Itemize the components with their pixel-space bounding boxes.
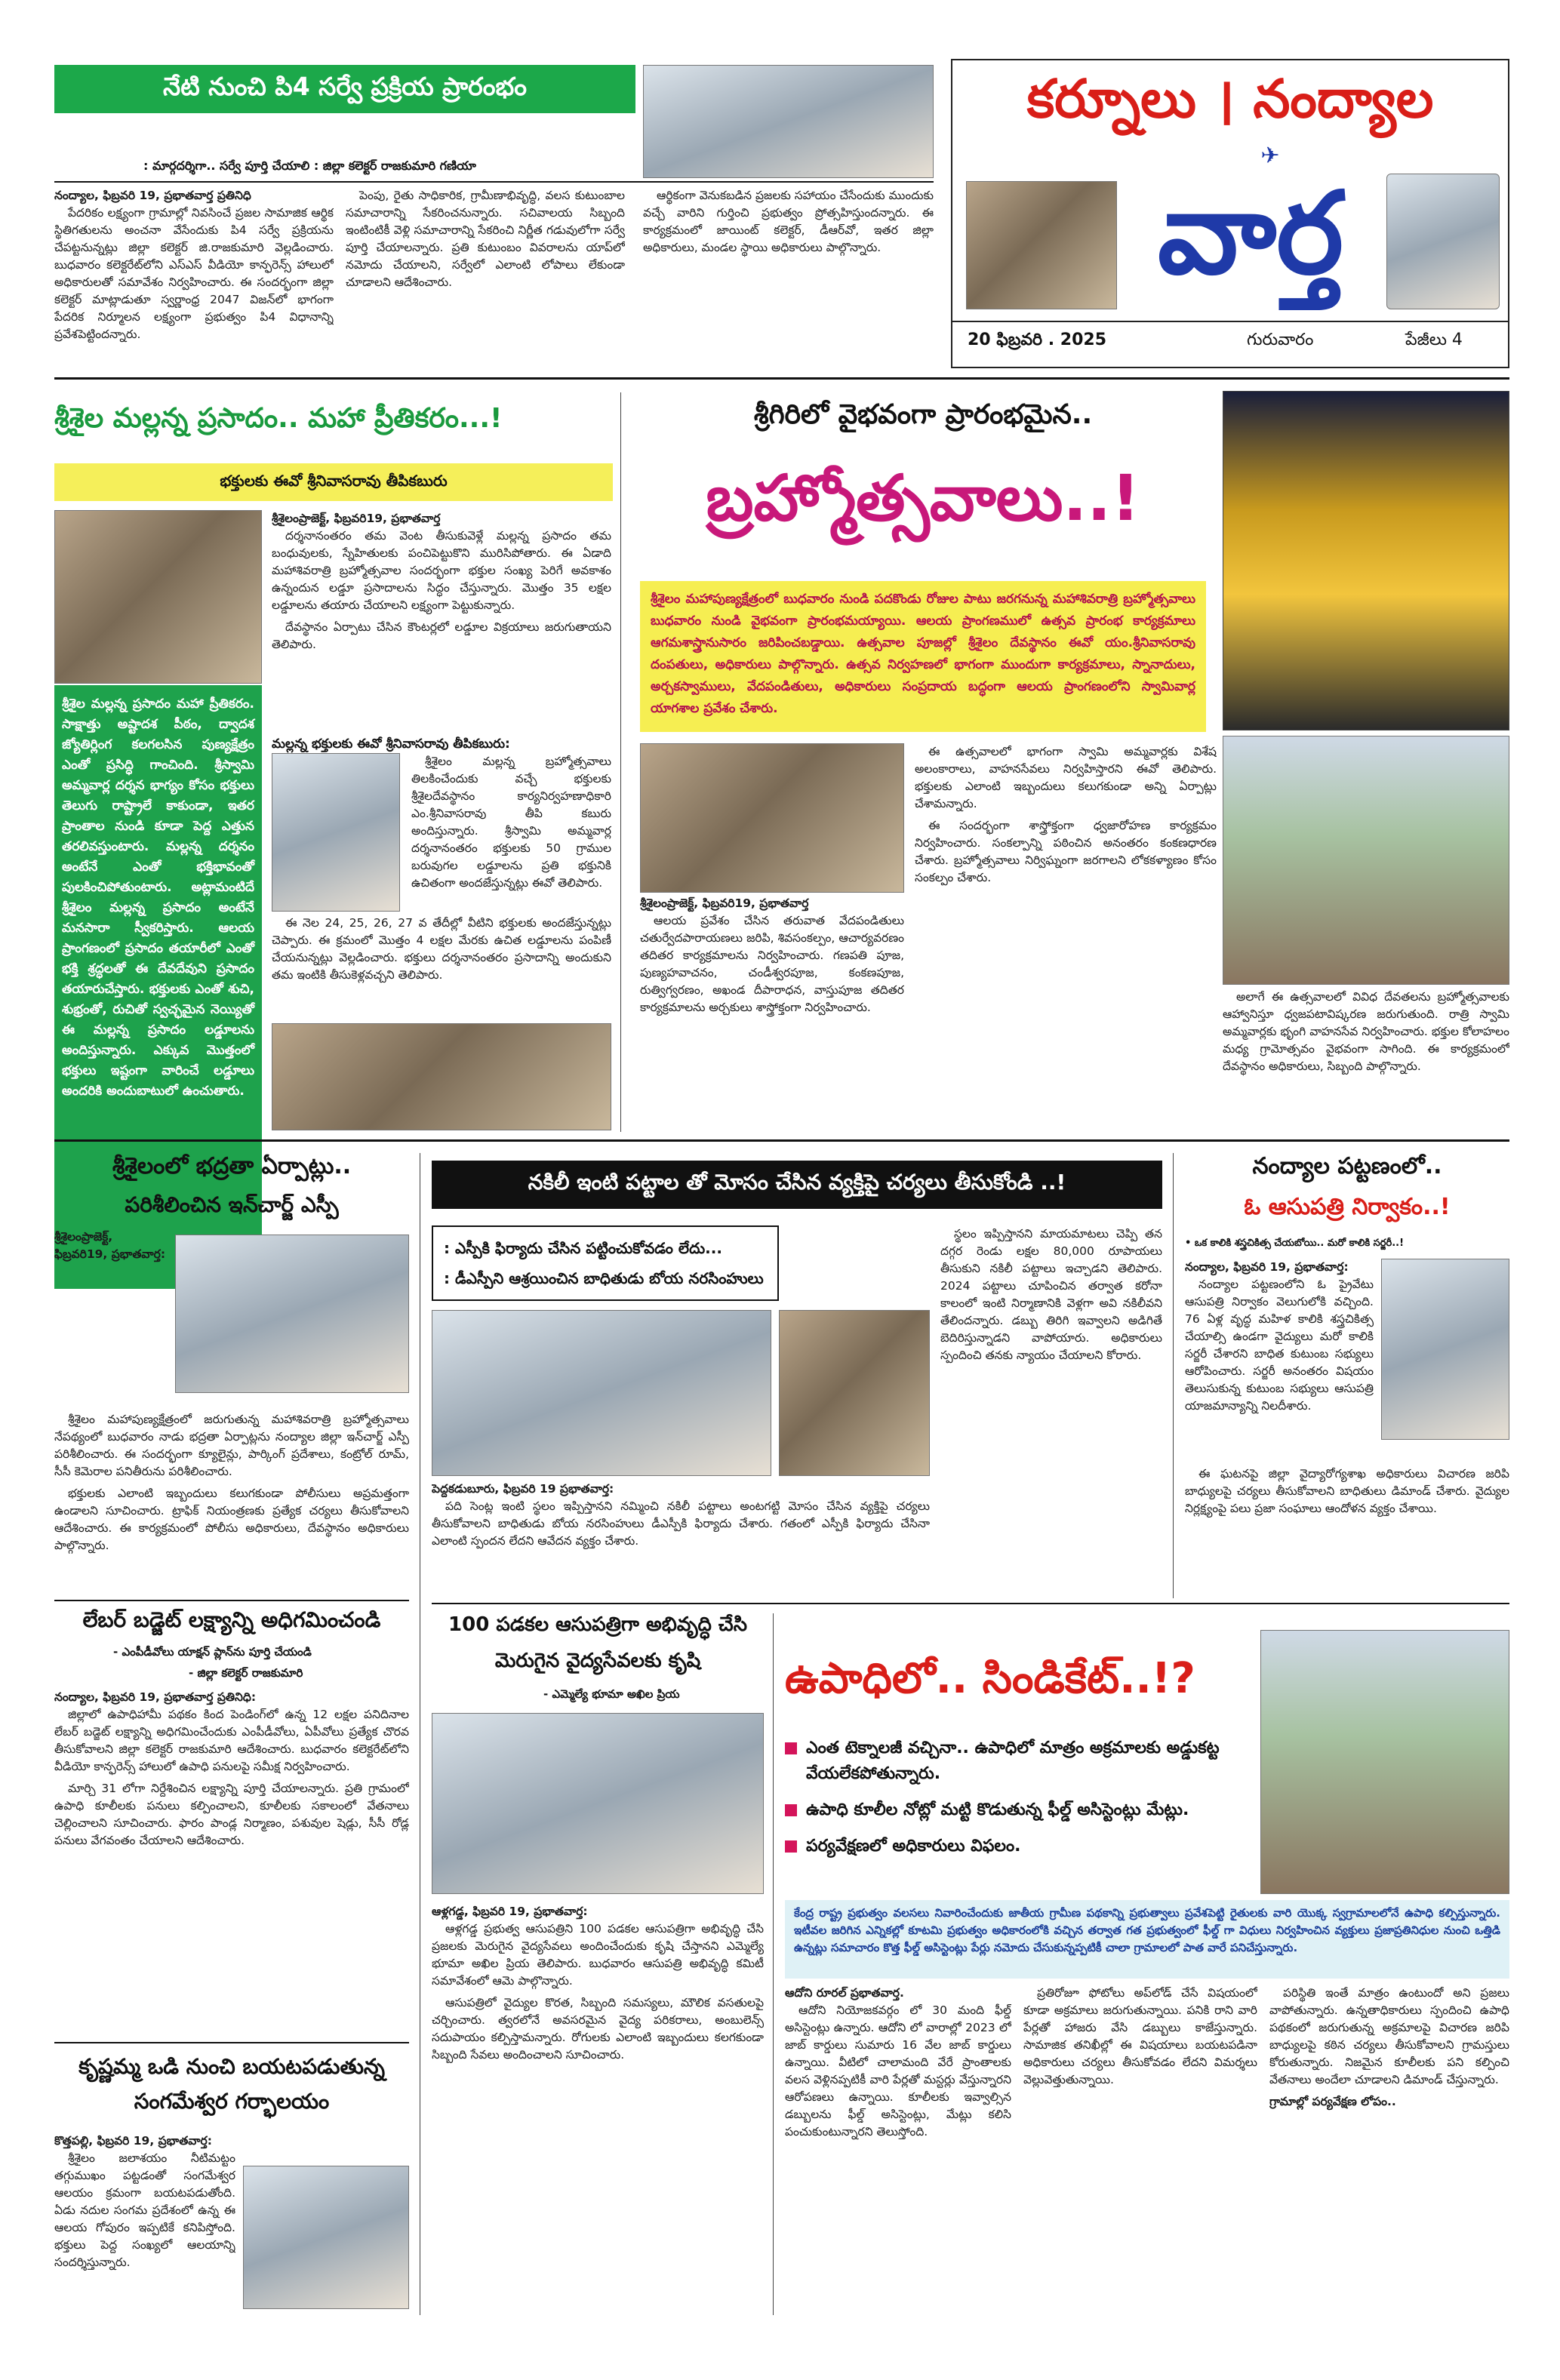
upadhi-col-3 xyxy=(1269,1985,1509,2315)
prasadam-paragraph: దర్శనానంతరం తమ వెంట తీసుకువెళ్లే మల్లన్న ప్రసాదం తమ బంధువులకు, స్నేహితులకు పంచిపెట్టుకొని మురిసిపోతారు. ఈ ఏడాది మహాశివరాత్రి బ్రహ్మోత్సవాల సందర్భంగా భక్తుల సంఖ్య పెరిగే అవకాశం ఉన్నందున లడ్డూ ప్రసాదాలను సిద్ధం చేస్తున్నారు. మొత్తం 35 లక్షల లడ్డూలను తయారు చేయాలని లక్ష్యంగా పెట్టుకున్నారు. xyxy=(272,529,611,612)
brahmotsavam-paragraph: అలాగే ఈ ఉత్సవాలలో వివిధ దేవతలను బ్రహ్మోత్సవాలకు ఆహ్వానిస్తూ ధ్వజపటావిష్కరణ జరుగుతుంది. రాత్రి స్వామి అమ్మవార్లకు భృంగి వాహనసేవ నిర్వహించారు. భక్తుల కోలాహలం మధ్య గ్రామోత్సవం వైభవంగా సాగింది. ఈ కార్యక్రమంలో దేవస్థానం అధికారులు, సిబ్బంది పాల్గొన్నారు. xyxy=(1223,990,1509,1073)
brahmotsavam-col-2 xyxy=(915,743,1217,1130)
masthead-page: పేజీలు 4 xyxy=(1405,331,1463,349)
nakili-point: : డీఎస్పీని ఆశ్రయించిన బాధితుడు బోయ నరసింహులు xyxy=(444,1269,764,1287)
nakili-headline: నకిలీ ఇంటి పట్టాల తో మోసం చేసిన వ్యక్తిపై చర్యలు తీసుకోండి ..! xyxy=(528,1170,1066,1195)
bhadrata-subhead: పరిశీలించిన ఇన్‌చార్జ్ ఎస్పీ xyxy=(125,1192,339,1217)
upadhi-byline: ఆదోని రూరల్ ప్రభాతవార్త. xyxy=(785,1986,904,2000)
beds-subhead: - ఎమ్మెల్యే భూమా అఖిల ప్రియ xyxy=(543,1687,680,1701)
brahmotsavam-kicker: శ్రీగిరిలో వైభవంగా ప్రారంభమైన.. xyxy=(753,399,1093,430)
workers-illustration xyxy=(1260,1630,1509,1894)
beds-meeting-photo xyxy=(432,1713,764,1894)
nakili-points-box xyxy=(432,1225,779,1301)
prasadam-sidebar-text: శ్రీశైల మల్లన్న ప్రసాదం మహా ప్రీతికరం. సాక్షాత్తు అష్టాదశ పీఠం, ద్వాదశ జ్యోతిర్లింగ కలగలసిన పుణ్యక్షేత్రం ఎంతో ప్రసిద్ధి గాంచింది. శ్రీస్వామి అమ్మవార్ల దర్శన భాగ్యం కోసం భక్తులు తెలుగు రాష్ట్రాలే కాకుండా, ఇతర ప్రాంతాల నుండి కూడా పెద్ద ఎత్తున తరలివస్తుంటారు. మల్లన్న దర్శనం అంటేనే ఎంతో భక్తిభావంతో పులకించిపోతుంటారు. అట్లామంటిదే శ్రీశైలం మల్లన్న ప్రసాదం అంటేనే మనసారా స్వీకరిస్తారు. ఆలయ ప్రాంగణంలో ప్రసాదం తయారీలో ఎంతో భక్తి శ్రద్ధలతో ఈ దేవదేవుని ప్రసాదం తయారుచేస్తారు. భక్తులకు ఎంతో శుచి, శుభ్రంతో, రుచితో స్వచ్ఛమైన నెయ్యితో ఈ మల్లన్న ప్రసాదం లడ్డూలను అందిస్తున్నారు. ఎక్కువ మొత్తంలో భక్తులు ఇష్టంగా వారించే లడ్డూలు అందరికి అందుబాటులో ఉంచుతారు. xyxy=(62,696,254,1099)
beds-divider xyxy=(773,1613,774,2315)
p4-subhead-rule xyxy=(54,181,934,183)
masthead-rule xyxy=(952,321,1508,322)
puja-photo xyxy=(640,743,904,893)
prasadam-col-quote xyxy=(411,753,611,912)
victim-photo xyxy=(779,1310,930,1476)
police-office-photo xyxy=(432,1310,771,1476)
masthead xyxy=(951,59,1509,368)
p4-col-3 xyxy=(643,187,934,364)
p4-headline: నేటి నుంచి పి4 సర్వే ప్రక్రియ ప్రారంభం xyxy=(163,71,527,101)
brahmotsavam-highlight-box xyxy=(640,581,1206,732)
prasadam-quote-head: మల్లన్న భక్తులకు ఈవో శ్రీనివాసరావు తీపికబురు: xyxy=(272,736,510,752)
p4-paragraph: ఆర్థికంగా వెనుకబడిన ప్రజలకు సహాయం చేసేందుకు ముందుకు వచ్చే వారిని గుర్తించి ప్రభుత్వం ప్రోత్సహిస్తుందన్నారు. ఈ కార్యక్రమంలో జాయింట్ కలెక్టర్, డీఆర్‌వో, ఇతర జిల్లా అధికారులు, మండల స్థాయి అధికారులు పాల్గొన్నారు. xyxy=(643,189,934,254)
labour-byline: నంద్యాల, ఫిబ్రవరి 19, ప్రభాతవార్త ప్రతినిధి: xyxy=(54,1690,257,1704)
laddu-kitchen-photo xyxy=(272,1023,611,1130)
bullet-icon xyxy=(785,1742,797,1754)
brahmotsavam-headline: బ్రహ్మోత్సవాలు..! xyxy=(706,461,1140,535)
upadhi-point-text: ఎంత టెక్నాలజీ వచ్చినా.. ఉపాధిలో మాత్రం అక్రమాలకు అడ్డుకట్ట వేయలేకపోతున్నారు. xyxy=(806,1739,1220,1783)
nakili-byline: పెద్దకడుబూరు, ఫిబ్రవరి 19 ప్రభాతవార్త: xyxy=(432,1482,614,1496)
beds-paragraph: ఆళ్లగడ్డ ప్రభుత్వ ఆసుపత్రిని 100 పడకల ఆసుపత్రిగా అభివృద్ధి చేసి ప్రజలకు మెరుగైన వైద్యసేవలు అందించేందుకు కృషి చేస్తానని ఎమ్మెల్యే భూమా అఖిల ప్రియ తెలిపారు. బుధవారం ఆసుపత్రి అభివృద్ధి కమిటీ సమావేశంలో ఆమె పాల్గొన్నారు. xyxy=(432,1922,764,1988)
hospital-byline: నంద్యాల, ఫిబ్రవరి 19, ప్రభాతవార్త: xyxy=(1185,1260,1349,1274)
brahmotsavam-col-3 xyxy=(1223,989,1509,1130)
bhadrata-paragraph: శ్రీశైలం మహాపుణ్యక్షేత్రంలో జరుగుతున్న మహాశివరాత్రి బ్రహ్మోత్సవాలు నేపథ్యంలో బుధవారం నాడు భద్రతా ఏర్పాట్లను నంద్యాల జిల్లా ఇన్‌చార్జ్ ఎస్పీ పరిశీలించారు. ఈ సందర్భంగా క్యూలైన్లు, పార్కింగ్ ప్రదేశాలు, కంట్రోల్ రూమ్, సీసీ కెమెరాల పనితీరును పరిశీలించారు. xyxy=(54,1413,409,1478)
p4-paragraph: పెంపు, రైతు సాధికారిక, గ్రామీణాభివృద్ధి, వలస కుటుంబాల సమాచారాన్ని సేకరించనున్నారు. సచివాలయ సిబ్బంది ఇంటింటికీ వెళ్లి సమాచారాన్ని సేకరించి నిర్ణీత గడువులోగా సర్వే పూర్తి చేయాలన్నారు. ప్రతి కుటుంబం వివరాలను యాప్‌లో నమోదు చేయాలని, సర్వేలో ఎలాంటి లోపాలు లేకుండా చూడాలని ఆదేశించారు. xyxy=(346,189,625,289)
bhadrata-col-1 xyxy=(54,1228,168,1410)
upadhi-point xyxy=(785,1736,1253,1787)
hospital-building-photo xyxy=(1381,1259,1509,1440)
upadhi-lead: కేంద్ర రాష్ట్ర ప్రభుత్వం వలసలు నివారించేందుకు జాతీయ గ్రామీణ పథకాన్ని ప్రభుత్వాలు ప్రవేశపెట్టి రైతులకు వారి యొక్క స్వగ్రామాలలోనే ఉపాధి కల్పిస్తున్నారు. ఇటీవల జరిగిన ఎన్నికల్లో కూటమి ప్రభుత్వం అధికారంలోకి వచ్చిన తర్వాత గత ప్రభుత్వంలో ఫీల్డ్ గా విధులు నిర్వహించిన వ్యక్తులు ప్రజాప్రతినిధుల నుంచి ఒత్తిడి ఉన్నట్లు సమాచారం కొత్త ఫీల్డ్ అసిస్టెంట్లు పేర్లు నమోదు చేసుకున్నప్పటికీ చాలా గ్రామాలలో పాత వారే పనిచేస్తున్నారు. xyxy=(794,1906,1500,1954)
prasadam-paragraph: దేవస్థానం ఏర్పాటు చేసిన కౌంటర్లలో లడ్డూల విక్రయాలు జరుగుతాయని తెలిపారు. xyxy=(272,620,611,651)
nakili-point: : ఎస్పీకి ఫిర్యాదు చేసిన పట్టించుకోవడం లేదు... xyxy=(444,1239,722,1257)
nakili-divider xyxy=(1173,1153,1174,1598)
nakili-paragraph: స్థలం ఇప్పిస్తానని మాయమాటలు చెప్పి తన దగ్గర రెండు లక్షల 80,000 రూపాయలు తీసుకుని నకిలీ పట్టాలు ఇచ్చాడని తెలిపారు. 2024 పట్టాలు చూపించిన తర్వాత కరోనా కాలంలో ఇంటి నిర్మాణానికి వెళ్లగా అవి నకిలీవని తేలిందన్నారు. డబ్బు తిరిగి ఇవ్వాలని అడిగితే బెదిరిస్తున్నాడని వాపోయారు. అధికారులు స్పందించి తనకు న్యాయం చేయాలని కోరారు. xyxy=(940,1227,1162,1362)
prasadam-paragraph: ఈ నెల 24, 25, 26, 27 వ తేదీల్లో వీటిని భక్తులకు అందజేస్తున్నట్లు చెప్పారు. ఈ క్రమంలో మొత్తం 4 లక్షల మేరకు ఉచిత లడ్డూలను పంపిణీ చేయనున్నట్లు వెల్లడించారు. భక్తులు దర్శనానంతరం ప్రసాదాన్ని అందుకుని తమ ఇంటికి తీసుకెళ్లవచ్చని తెలిపారు. xyxy=(272,916,611,982)
prasadam-subhead-box xyxy=(54,463,613,501)
bullet-icon xyxy=(785,1804,797,1816)
hospital-paragraph: ఈ ఘటనపై జిల్లా వైద్యారోగ్యశాఖ అధికారులు విచారణ జరిపి బాధ్యులపై చర్యలు తీసుకోవాలని బాధితులు డిమాండ్ చేశారు. వైద్యుల నిర్లక్ష్యంపై పలు ప్రజా సంఘాలు ఆందోళన వ్యక్తం చేశాయి. xyxy=(1185,1467,1509,1515)
masthead-paper: వార్త xyxy=(1157,168,1344,300)
prasadam-byline: శ్రీశైలంప్రాజెక్ట్, ఫిబ్రవరి19, ప్రభాతవార్త xyxy=(272,512,441,525)
krishnamma-headline: కృష్ణమ్మ ఒడి నుంచి బయటపడుతున్న సంగమేశ్వర గర్భాలయం xyxy=(78,2054,385,2114)
bhadrata-rule xyxy=(54,1600,409,1601)
upadhi-point xyxy=(785,1797,1253,1823)
upadhi-point-text: పర్యవేక్షణలో అధికారులు విఫలం. xyxy=(806,1837,1021,1856)
sangameswara-photo xyxy=(243,2166,409,2309)
bhadrata-paragraph: భక్తులకు ఎలాంటి ఇబ్బందులు కలుగకుండా పోలీసులు అప్రమత్తంగా ఉండాలని సూచించారు. ట్రాఫిక్ నియంత్రణకు ప్రత్యేక చర్యలు తీసుకోవాలని ఆదేశించారు. ఈ కార్యక్రమంలో పోలీసు అధికారులు, దేవస్థానం అధికారులు పాల్గొన్నారు. xyxy=(54,1487,409,1552)
prasadam-subhead: భక్తులకు ఈవో శ్రీనివాసరావు తీపికబురు xyxy=(220,471,448,490)
p4-headline-banner xyxy=(54,65,635,113)
middle-divider xyxy=(54,1139,1509,1142)
temple-gate-photo xyxy=(1223,736,1509,985)
masthead-date: 20 ఫిబ్రవరి . 2025 xyxy=(968,331,1107,349)
nandi-photo xyxy=(1386,174,1500,309)
prasadam-col-main xyxy=(272,510,611,729)
fort-photo xyxy=(966,181,1117,309)
beds-col xyxy=(432,1903,764,2315)
p4-meeting-photo xyxy=(643,65,934,178)
labour-rule xyxy=(54,2042,409,2043)
brahmotsavam-paragraph: ఆలయ ప్రవేశం చేసిన తరువాత వేదపండితులు చతుర్వేదపారాయణలు జరిపి, శివసంకల్పం, ఆచార్యవరణం తదితర కార్యక్రమాలను నిర్వహించారు. గణపతి పూజ, పుణ్యహవాచనం, చండీశ్వరపూజ, కంకణపూజ, రుత్విగ్వరణం, అఖండ దీపారాధన, వాస్తుపూజ తదితర కార్యక్రమాలను అర్చకులు శాస్త్రోక్తంగా నిర్వహించారు. xyxy=(640,914,904,1014)
upadhi-paragraph: ప్రతిరోజూ ఫోటోలు అప్‌లోడ్ చేసే విషయంలో కూడా అక్రమాలు జరుగుతున్నాయి. పనికి రాని వారి పేర్లతో హాజరు వేసి డబ్బులు కాజేస్తున్నారు. సామాజిక తనిఖీల్లో ఈ విషయాలు బయటపడినా అధికారులు చర్యలు తీసుకోవడం లేదని విమర్శలు వెల్లువెత్తుతున్నాయి. xyxy=(1023,1986,1257,2086)
bhadrata-headline: శ్రీశైలంలో భద్రతా ఏర్పాట్లు.. xyxy=(112,1153,352,1179)
nakili-paragraph: పది సెంట్ల ఇంటి స్థలం ఇప్పిస్తానని నమ్మించి నకిలీ పట్టాలు అంటగట్టి మోసం చేసిన వ్యక్తిపై చర్యలు తీసుకోవాలని బాధితుడు బోయ నరసింహులు డీఎస్పీకి ఫిర్యాదు చేశారు. గతంలో ఎస్పీకి ఫిర్యాదు చేసినా ఎలాంటి స్పందన లేదని ఆవేదన వ్యక్తం చేశారు. xyxy=(432,1499,930,1548)
prasadam-col-quote-2 xyxy=(272,915,611,1020)
temple-night-photo xyxy=(1223,391,1509,730)
masthead-logo-icon: ✈ xyxy=(1260,143,1280,169)
labour-paragraph: మార్చి 31 లోగా నిర్దేశించిన లక్ష్యాన్ని పూర్తి చేయాలన్నారు. ప్రతి గ్రామంలో ఉపాధి కూలీలకు పనులు కల్పించాలని, కూలీలకు సకాలంలో వేతనాలు చెల్లించాలని సూచించారు. ఫారం పాండ్ల నిర్మాణం, పశువుల షెడ్లు, సీసీ రోడ్ల పనులు వేగవంతం చేయాలని ఆదేశించారు. xyxy=(54,1782,409,1847)
nakili-col-2 xyxy=(940,1225,1162,1594)
p4-col-2 xyxy=(346,187,625,364)
prasadam-paragraph: శ్రీశైలం మల్లన్న బ్రహ్మోత్సవాలు తిలకించేందుకు వచ్చే భక్తులకు శ్రీశైలదేవస్థానం కార్యనిర్వహణాధికారి ఎం.శ్రీనివాసరావు తీపి కబురు అందిస్తున్నారు. శ్రీస్వామి అమ్మవార్ల దర్శనానంతరం భక్తులకు 50 గ్రాముల బరువుగల లడ్డూలను ప్రతి భక్తునికి ఉచితంగా అందజేస్తున్నట్లు ఈవో తెలిపారు. xyxy=(411,755,611,890)
krishnamma-col xyxy=(54,2132,235,2314)
labour-col xyxy=(54,1689,409,2037)
p4-paragraph: పేదరికం లక్ష్యంగా గ్రామాల్లో నివసించే ప్రజల సామాజిక ఆర్థిక స్థితిగతులను అంచనా వేసేందుకు పి4 సర్వే ప్రక్రియను చేపట్టనున్నట్లు జిల్లా కలెక్టర్ జి.రాజకుమారి వెల్లడించారు. బుధవారం కలెక్టరేట్‌లోని ఎస్‌ఎస్ వీడియో కాన్ఫరెన్స్ హాలులో అధికారులతో సమావేశం నిర్వహించారు. ఈ సందర్భంగా జిల్లా కలెక్టర్ మాట్లాడుతూ స్వర్ణాంధ్ర 2047 విజన్‌లో భాగంగా పేదరిక నిర్మూలన లక్ష్యంగా ప్రభుత్వం పి4 విధానాన్ని ప్రవేశపెట్టిందన్నారు. xyxy=(54,206,334,341)
brahmotsavam-byline: శ్రీశైలంప్రాజెక్ట్, ఫిబ్రవరి19, ప్రభాతవార్త xyxy=(640,896,809,910)
beds-headline-1: 100 పడకల ఆసుపత్రిగా అభివృద్ధి చేసి xyxy=(448,1613,747,1636)
labour-headline: లేబర్ బడ్జెట్ లక్ష్యాన్ని అధిగమించండి xyxy=(82,1607,381,1632)
upadhi-lead-box xyxy=(785,1900,1509,1979)
brahmotsavam-highlight: శ్రీశైలం మహాపుణ్యక్షేత్రంలో బుధవారం నుండి పదకొండు రోజుల పాటు జరగనున్న మహాశివరాత్రి బ్రహ్మోత్సవాలు బుధవారం నుండి వైభవంగా ప్రారంభమయ్యాయి. ఆలయ ప్రాంగణములో ఉత్సవ ప్రారంభ కార్యక్రమాలు ఆగమశాస్త్రానుసారం జరిపించబడ్డాయి. ఉత్సవాల పూజల్లో శ్రీశైలం దేవస్థానం ఈవో యం.శ్రీనివాసరావు దంపతులు, అధికారులు పాల్గొన్నారు. ఉత్సవ నిర్వహణలో భాగంగా ముందుగా కార్యక్రమాలు, స్నానాదులు, అర్చకస్వాములు, వేదపండితులు, అధికారులు సంప్రదాయ బద్ధంగా ఆలయ ప్రాంగణంలోని స్వామివార్ల యాగశాల ప్రవేశం చేశారు. xyxy=(651,592,1195,716)
prasadam-photo xyxy=(54,510,262,684)
p4-byline: నంద్యాల, ఫిబ్రవరి 19, ప్రభాతవార్త ప్రతినిధి xyxy=(54,189,251,202)
labour-subhead-2: - జిల్లా కలెక్టర్ రాజకుమారి xyxy=(189,1666,303,1680)
p4-subhead: : మార్గదర్శిగా.. సర్వే పూర్తి చేయాలి : జిల్లా కలెక్టర్ రాజకుమారి గణియా xyxy=(143,158,476,173)
upadhi-paragraph: పరిస్థితి ఇంతే మాత్రం ఉంటుందో అని ప్రజలు వాపోతున్నారు. ఉన్నతాధికారులు స్పందించి ఉపాధి పథకంలో జరుగుతున్న అక్రమాలపై విచారణ జరిపి బాధ్యులపై కఠిన చర్యలు తీసుకోవాలని గ్రామస్తులు కోరుతున్నారు. నిజమైన కూలీలకు పని కల్పించి వేతనాలు అందేలా చూడాలని డిమాండ్ చేస్తున్నారు. xyxy=(1269,1986,1509,2086)
beds-paragraph: ఆసుపత్రిలో వైద్యుల కొరత, సిబ్బంది సమస్యలు, మౌలిక వసతులపై చర్చించారు. త్వరలోనే అవసరమైన వైద్య పరికరాలు, అంబులెన్స్ సదుపాయం కల్పిస్తామన్నారు. రోగులకు ఎలాంటి ఇబ్బందులు కలగకుండా సిబ్బంది సేవలు అందించాలని సూచించారు. xyxy=(432,1996,764,2062)
upadhi-col-2 xyxy=(1023,1985,1257,2315)
lower-divider xyxy=(432,1603,1509,1604)
beds-byline: ఆళ్లగడ్డ, ఫిబ్రవరి 19, ప్రభాతవార్త: xyxy=(432,1905,588,1918)
upadhi-closing-label: గ్రామాల్లో పర్యవేక్షణ లోపం.. xyxy=(1269,2095,1396,2108)
p4-col-1 xyxy=(54,187,334,364)
bullet-icon xyxy=(785,1840,797,1853)
upadhi-col-1 xyxy=(785,1985,1011,2315)
hospital-headline: నంద్యాల పట్టణంలో.. xyxy=(1252,1153,1442,1179)
krishnamma-paragraph: శ్రీశైలం జలాశయం నీటిమట్టం తగ్గుముఖం పట్టడంతో సంగమేశ్వర ఆలయం క్రమంగా బయటపడుతోంది. ఏడు నదుల సంగమ ప్రదేశంలో ఉన్న ఈ ఆలయ గోపురం ఇప్పటికే కనిపిస్తోంది. భక్తులు పెద్ద సంఖ్యలో ఆలయాన్ని సందర్శిస్తున్నారు. xyxy=(54,2151,235,2269)
masthead-district: కర్నూలు । నంద్యాల xyxy=(1026,68,1434,130)
upadhi-point-text: ఉపాధి కూలీల నోట్లో మట్టి కొడుతున్న ఫీల్డ్ అసిస్టెంట్లు మేట్లు. xyxy=(806,1800,1189,1819)
bhadrata-col-2 xyxy=(54,1411,409,1598)
upadhi-paragraph: ఆదోని నియోజకవర్గం లో 30 మంది ఫీల్డ్ అసిస్టెంట్లు ఉన్నారు. ఆదోని లో వారాల్లో 2023 లో జాబ్ కార్డులు సుమారు 16 వేల జాబ్ కార్డులు ఉన్నాయి. వీటిలో చాలామంది వేరే ప్రాంతాలకు వలస వెళ్లినప్పటికీ వారి పేర్లతో మస్టర్లు వేస్తున్నారని ఆరోపణలు ఉన్నాయి. కూలీలకు ఇవ్వాల్సిన డబ్బులను ఫీల్డ్ అసిస్టెంట్లు, మేట్లు కలిసి పంచుకుంటున్నారని తెలుస్తోంది. xyxy=(785,2003,1011,2139)
brahmotsavam-paragraph: ఈ సందర్భంగా శాస్త్రోక్తంగా ధ్వజారోహణ కార్యక్రమం నిర్వహించారు. సంకల్పాన్ని పఠించిన అనంతరం కంకణధారణ చేశారు. బ్రహ్మోత్సవాలు నిర్విఘ్నంగా జరగాలని లోకకళ్యాణం కోసం సంకల్పం చేశారు. xyxy=(915,819,1217,884)
nakili-col-1 xyxy=(432,1481,930,1594)
brahmotsavam-col-1 xyxy=(640,895,904,1130)
nakili-headline-bar xyxy=(432,1161,1162,1209)
top-divider xyxy=(54,377,1509,380)
masthead-weekday: గురువారం xyxy=(1247,331,1314,349)
prasadam-divider xyxy=(620,392,621,1132)
upadhi-headline: ఉపాధిలో.. సిండికేట్..!? xyxy=(785,1654,1195,1703)
prasadam-headline: శ్రీశైల మల్లన్న ప్రసాదం.. మహా ప్రీతికరం...! xyxy=(54,403,503,434)
krishnamma-byline: కొత్తపల్లి, ఫిబ్రవరి 19, ప్రభాతవార్త: xyxy=(54,2134,212,2148)
sp-inspection-photo xyxy=(175,1235,409,1393)
beds-headline-2: మెరుగైన వైద్యసేవలకు కృషి xyxy=(494,1650,701,1672)
hospital-tag: • ఒక కాలికి శస్త్రచికిత్స చేయబోయి.. మరో కాలికి సర్జరీ..! xyxy=(1185,1238,1405,1249)
hospital-subhead: ఓ ఆసుపత్రి నిర్వాకం..! xyxy=(1244,1194,1451,1220)
upadhi-points xyxy=(785,1736,1253,1886)
bhadrata-byline: శ్రీశైలంప్రాజెక్ట్, ఫిబ్రవరి19, ప్రభాతవార్త: xyxy=(54,1230,166,1261)
hospital-paragraph: నంద్యాల పట్టణంలోని ఓ ప్రైవేటు ఆసుపత్రి నిర్వాకం వెలుగులోకి వచ్చింది. 76 ఏళ్ల వృద్ధ మహిళ కాలికి శస్త్రచికిత్స చేయాల్సి ఉండగా వైద్యులు మరో కాలికి సర్జరీ చేశారని బాధిత కుటుంబ సభ్యులు ఆరోపించారు. సర్జరీ అనంతరం విషయం తెలుసుకున్న కుటుంబ సభ్యులు ఆసుపత్రి యాజమాన్యాన్ని నిలదీశారు. xyxy=(1185,1278,1374,1413)
labour-subhead-1: - ఎంపీడీవోలు యాక్షన్ ప్లాన్‌ను పూర్తి చేయండి xyxy=(113,1645,312,1659)
hospital-col-1 xyxy=(1185,1259,1374,1462)
brahmotsavam-paragraph: ఈ ఉత్సవాలలో భాగంగా స్వామి అమ్మవార్లకు విశేష అలంకారాలు, వాహనసేవలు నిర్వహిస్తారని ఈవో తెలిపారు. భక్తులకు ఎలాంటి ఇబ్బందులు కలుగకుండా అన్ని ఏర్పాట్లు చేశామన్నారు. xyxy=(915,745,1217,810)
upadhi-point xyxy=(785,1834,1253,1859)
labour-paragraph: జిల్లాలో ఉపాధిహామీ పథకం కింద పెండింగ్‌లో ఉన్న 12 లక్షల పనిదినాల లేబర్ బడ్జెట్ లక్ష్యాన్ని అధిగమించేందుకు ఎంపీడీవోలు, ఏపీవోలు ప్రత్యేక చొరవ తీసుకోవాలని జిల్లా కలెక్టర్ రాజకుమారి ఆదేశించారు. బుధవారం కలెక్టరేట్‌లోని వీడియో కాన్ఫరెన్స్ హాలులో ఉపాధి పనులపై సమీక్ష నిర్వహించారు. xyxy=(54,1708,409,1773)
eo-portrait-photo xyxy=(272,753,400,912)
hospital-col-2 xyxy=(1185,1465,1509,1594)
